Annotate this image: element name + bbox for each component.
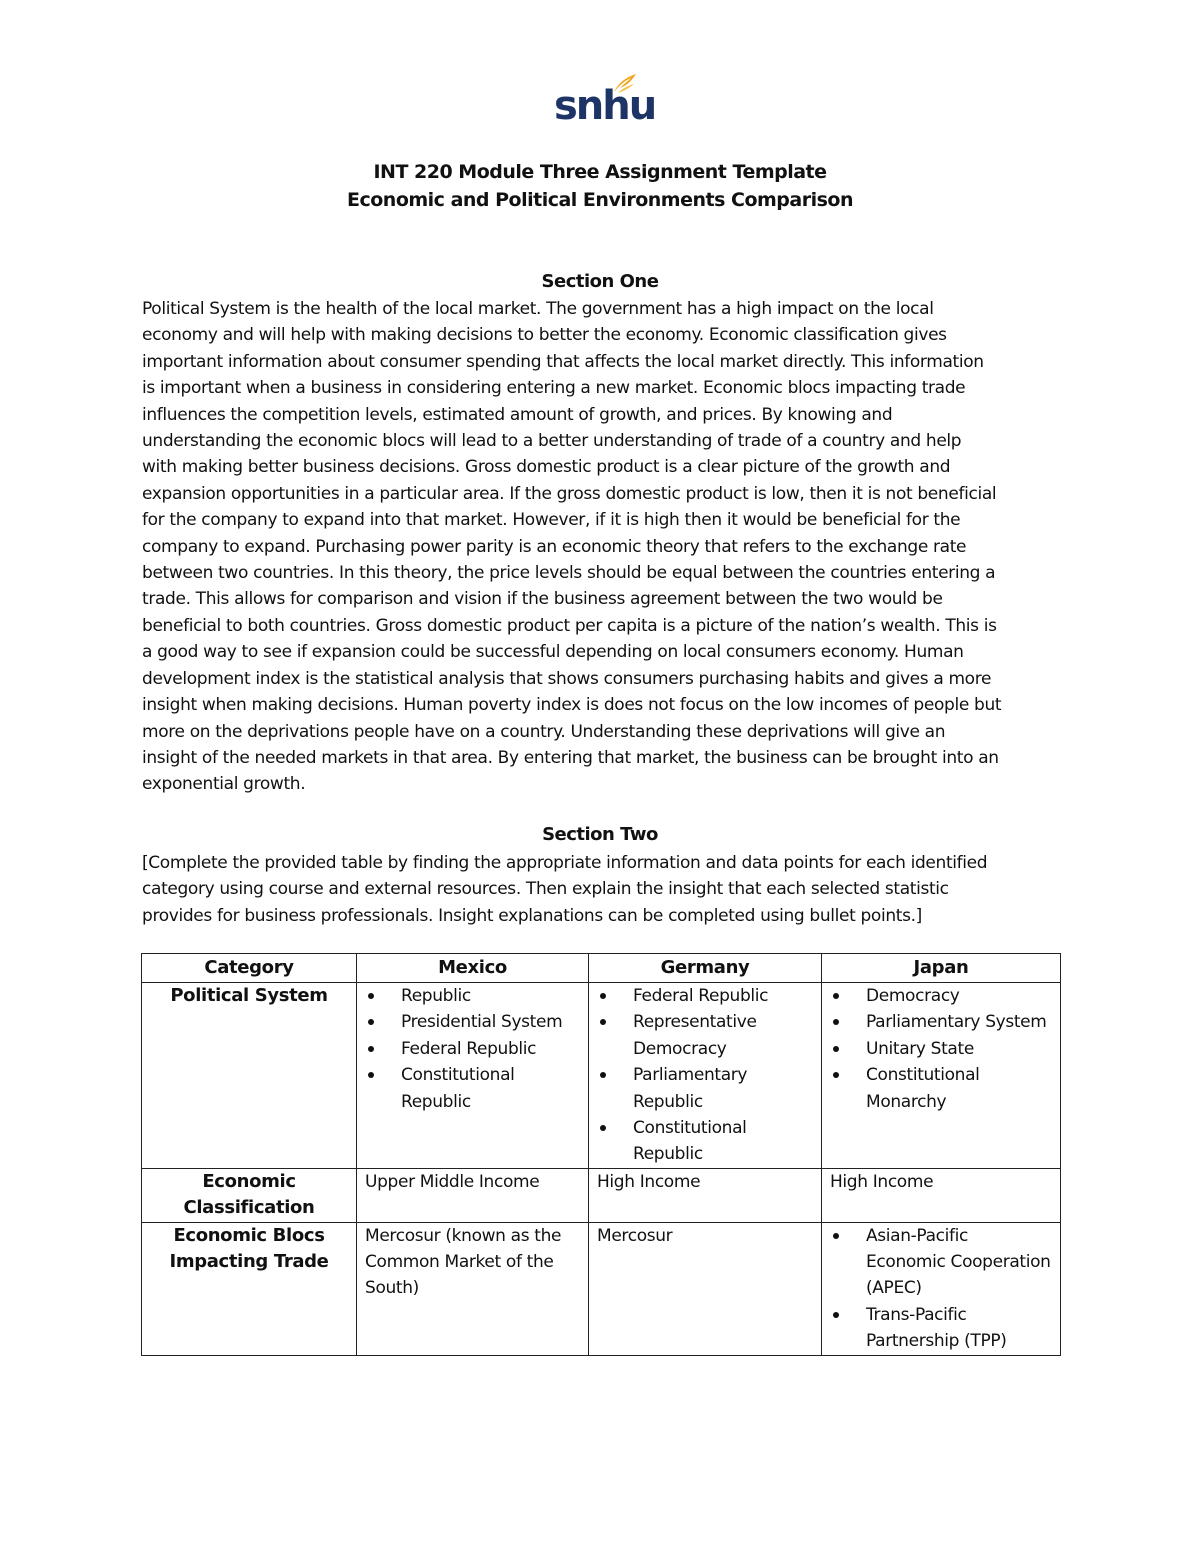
paragraph-line: [Complete the provided table by finding the appropriate information and data points for each identified bbox=[142, 853, 988, 873]
paragraph-line: company to expand. Purchasing power parity is an economic theory that refers to the exchange rate bbox=[142, 536, 967, 557]
list-item: Constitutional Republic bbox=[597, 1115, 813, 1168]
paragraph-line: category using course and external resources. Then explain the insight that each selected statistic bbox=[142, 879, 949, 900]
list-item: Trans-Pacific Partnership (TPP) bbox=[830, 1302, 1052, 1355]
paragraph-line: exponential growth. bbox=[142, 774, 306, 795]
list-item: Federal Republic bbox=[365, 1036, 580, 1062]
paragraph-line: is important when a business in considering entering a new market. Economic blocs impacting trade bbox=[142, 378, 966, 399]
list-item: Democracy bbox=[830, 983, 1052, 1009]
list-item: Unitary State bbox=[830, 1036, 1052, 1062]
paragraph-line: insight when making decisions. Human poverty index is does not focus on the low incomes of people but bbox=[142, 695, 1002, 716]
list-item: Parliamentary Republic bbox=[597, 1062, 813, 1115]
row-category: Economic Blocs Impacting Trade bbox=[142, 1222, 357, 1355]
paragraph-line: between two countries. In this theory, the price levels should be equal between the countries entering a bbox=[142, 563, 996, 584]
section-two-instructions bbox=[142, 850, 1062, 929]
paragraph-line: beneficial to both countries. Gross domestic product per capita is a picture of the nation’s wealth. This is bbox=[142, 615, 997, 636]
logo-wordmark: snhu bbox=[554, 83, 656, 129]
table-row bbox=[142, 1168, 1061, 1222]
cell-japan bbox=[822, 983, 1061, 1169]
cell-mexico bbox=[357, 983, 589, 1169]
table-header-row bbox=[142, 954, 1061, 983]
paragraph-line: influences the competition levels, estimated amount of growth, and prices. By knowing and bbox=[142, 404, 893, 425]
paragraph-line: Political System is the health of the local market. The government has a high impact on the local bbox=[142, 299, 934, 319]
comparison-table bbox=[141, 953, 1061, 1356]
cell-germany: Mercosur bbox=[589, 1222, 822, 1355]
column-header-germany: Germany bbox=[589, 954, 822, 983]
section-two-heading: Section Two bbox=[542, 824, 658, 845]
bullet-list bbox=[365, 983, 580, 1115]
paragraph-line: expansion opportunities in a particular area. If the gross domestic product is low, then it is not beneficial bbox=[142, 483, 997, 504]
list-item: Constitutional Monarchy bbox=[830, 1062, 1052, 1115]
paragraph-line: important information about consumer spending that affects the local market directly. This information bbox=[142, 351, 984, 372]
cell-germany bbox=[589, 983, 822, 1169]
document-title: INT 220 Module Three Assignment Template bbox=[373, 161, 827, 183]
list-item: Asian-Pacific Economic Cooperation (APEC) bbox=[830, 1223, 1052, 1302]
bullet-list bbox=[830, 1223, 1052, 1355]
paragraph-line: with making better business decisions. Gross domestic product is a clear picture of the growth and bbox=[142, 457, 951, 478]
table-row bbox=[142, 1222, 1061, 1355]
list-item: Federal Republic bbox=[597, 983, 813, 1009]
column-header-mexico: Mexico bbox=[357, 954, 589, 983]
paragraph-line: development index is the statistical analysis that shows consumers purchasing habits and gives a more bbox=[142, 668, 992, 689]
column-header-japan: Japan bbox=[822, 954, 1061, 983]
section-one-paragraph bbox=[142, 296, 1062, 798]
row-category: Economic Classification bbox=[142, 1168, 357, 1222]
row-category: Political System bbox=[142, 983, 357, 1169]
cell-mexico: Upper Middle Income bbox=[357, 1168, 589, 1222]
list-item: Presidential System bbox=[365, 1009, 580, 1035]
cell-japan: High Income bbox=[822, 1168, 1061, 1222]
cell-mexico: Mercosur (known as the Common Market of the South) bbox=[357, 1222, 589, 1355]
paragraph-line: for the company to expand into that market. However, if it is high then it would be beneficial for the bbox=[142, 510, 961, 531]
snhu-logo bbox=[554, 72, 656, 134]
cell-japan bbox=[822, 1222, 1061, 1355]
list-item: Constitutional Republic bbox=[365, 1062, 580, 1115]
bullet-list bbox=[830, 983, 1052, 1115]
table-row bbox=[142, 983, 1061, 1169]
document-subtitle: Economic and Political Environments Comparison bbox=[347, 189, 853, 211]
column-header-category: Category bbox=[142, 954, 357, 983]
list-item: Representative Democracy bbox=[597, 1009, 813, 1062]
list-item: Parliamentary System bbox=[830, 1009, 1052, 1035]
paragraph-line: more on the deprivations people have on a country. Understanding these deprivations will give an bbox=[142, 721, 946, 742]
section-one-heading: Section One bbox=[541, 271, 659, 292]
paragraph-line: provides for business professionals. Insight explanations can be completed using bullet points.] bbox=[142, 905, 922, 926]
cell-germany: High Income bbox=[589, 1168, 822, 1222]
paragraph-line: trade. This allows for comparison and vision if the business agreement between the two would be bbox=[142, 589, 943, 610]
paragraph-line: understanding the economic blocs will lead to a better understanding of trade of a country and help bbox=[142, 431, 962, 452]
paragraph-line: economy and will help with making decisions to better the economy. Economic classification gives bbox=[142, 325, 947, 346]
list-item: Republic bbox=[365, 983, 580, 1009]
bullet-list bbox=[597, 983, 813, 1168]
paragraph-line: insight of the needed markets in that area. By entering that market, the business can be brought into an bbox=[142, 747, 999, 768]
paragraph-line: a good way to see if expansion could be successful depending on local consumers economy. Human bbox=[142, 642, 964, 663]
